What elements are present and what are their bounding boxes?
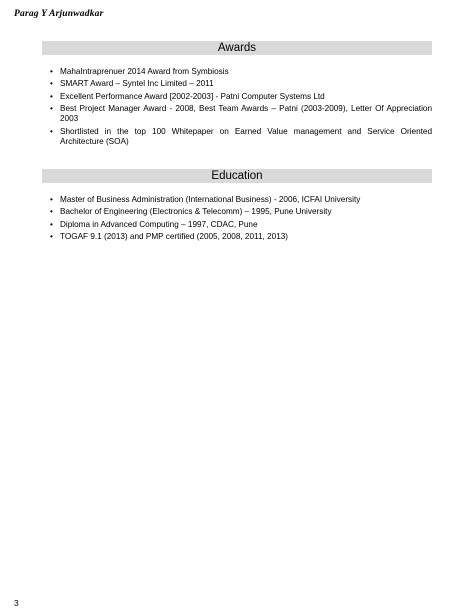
- bullet-icon: •: [50, 79, 53, 89]
- bullet-icon: •: [50, 67, 53, 76]
- list-item: [50, 79, 432, 89]
- resume-owner-name: Parag Y Arjunwadkar: [14, 9, 104, 19]
- award-text: Shortlisted in the top 100 Whitepaper on Earned Value management and Service Oriented Architecture (SOA): [60, 126, 432, 147]
- list-item: [50, 104, 432, 125]
- bullet-icon: •: [50, 232, 53, 242]
- list-item: [50, 67, 432, 77]
- education-text: TOGAF 9.1 (2013) and PMP certified (2005, 2008, 2011, 2013): [60, 232, 289, 242]
- bullet-icon: •: [50, 91, 53, 101]
- list-item: [50, 232, 432, 242]
- list-item: [50, 127, 432, 148]
- award-text: Excellent Performance Award [2002-2003] - Patni Computer Systems Ltd: [60, 91, 325, 101]
- list-item: [50, 207, 432, 217]
- award-text: Best Project Manager Award - 2008, Best Team Awards – Patni (2003-2009), Letter Of Appreciation 2003: [60, 104, 432, 124]
- bullet-icon: •: [50, 126, 53, 136]
- bullet-icon: •: [50, 104, 53, 114]
- bullet-icon: •: [50, 195, 53, 204]
- list-item: [50, 220, 432, 230]
- education-text: Master of Business Administration (International Business) - 2006, ICFAI University: [60, 195, 361, 204]
- education-text: Bachelor of Engineering (Electronics & Telecomm) – 1995, Pune University: [60, 207, 332, 217]
- bullet-icon: •: [50, 219, 53, 229]
- page-number: 3: [14, 598, 19, 608]
- award-text: MahaIntraprenuer 2014 Award from Symbiosis: [60, 67, 229, 76]
- section-heading-education: Education: [42, 169, 432, 183]
- list-item: [50, 195, 432, 205]
- list-item: [50, 92, 432, 102]
- education-text: Diploma in Advanced Computing – 1997, CDAC, Pune: [60, 219, 258, 229]
- section-heading-awards: Awards: [42, 41, 432, 55]
- bullet-icon: •: [50, 207, 53, 217]
- awards-list: [50, 67, 432, 150]
- award-text: SMART Award – Syntel Inc Limited – 2011: [60, 79, 214, 89]
- education-list: [50, 195, 432, 245]
